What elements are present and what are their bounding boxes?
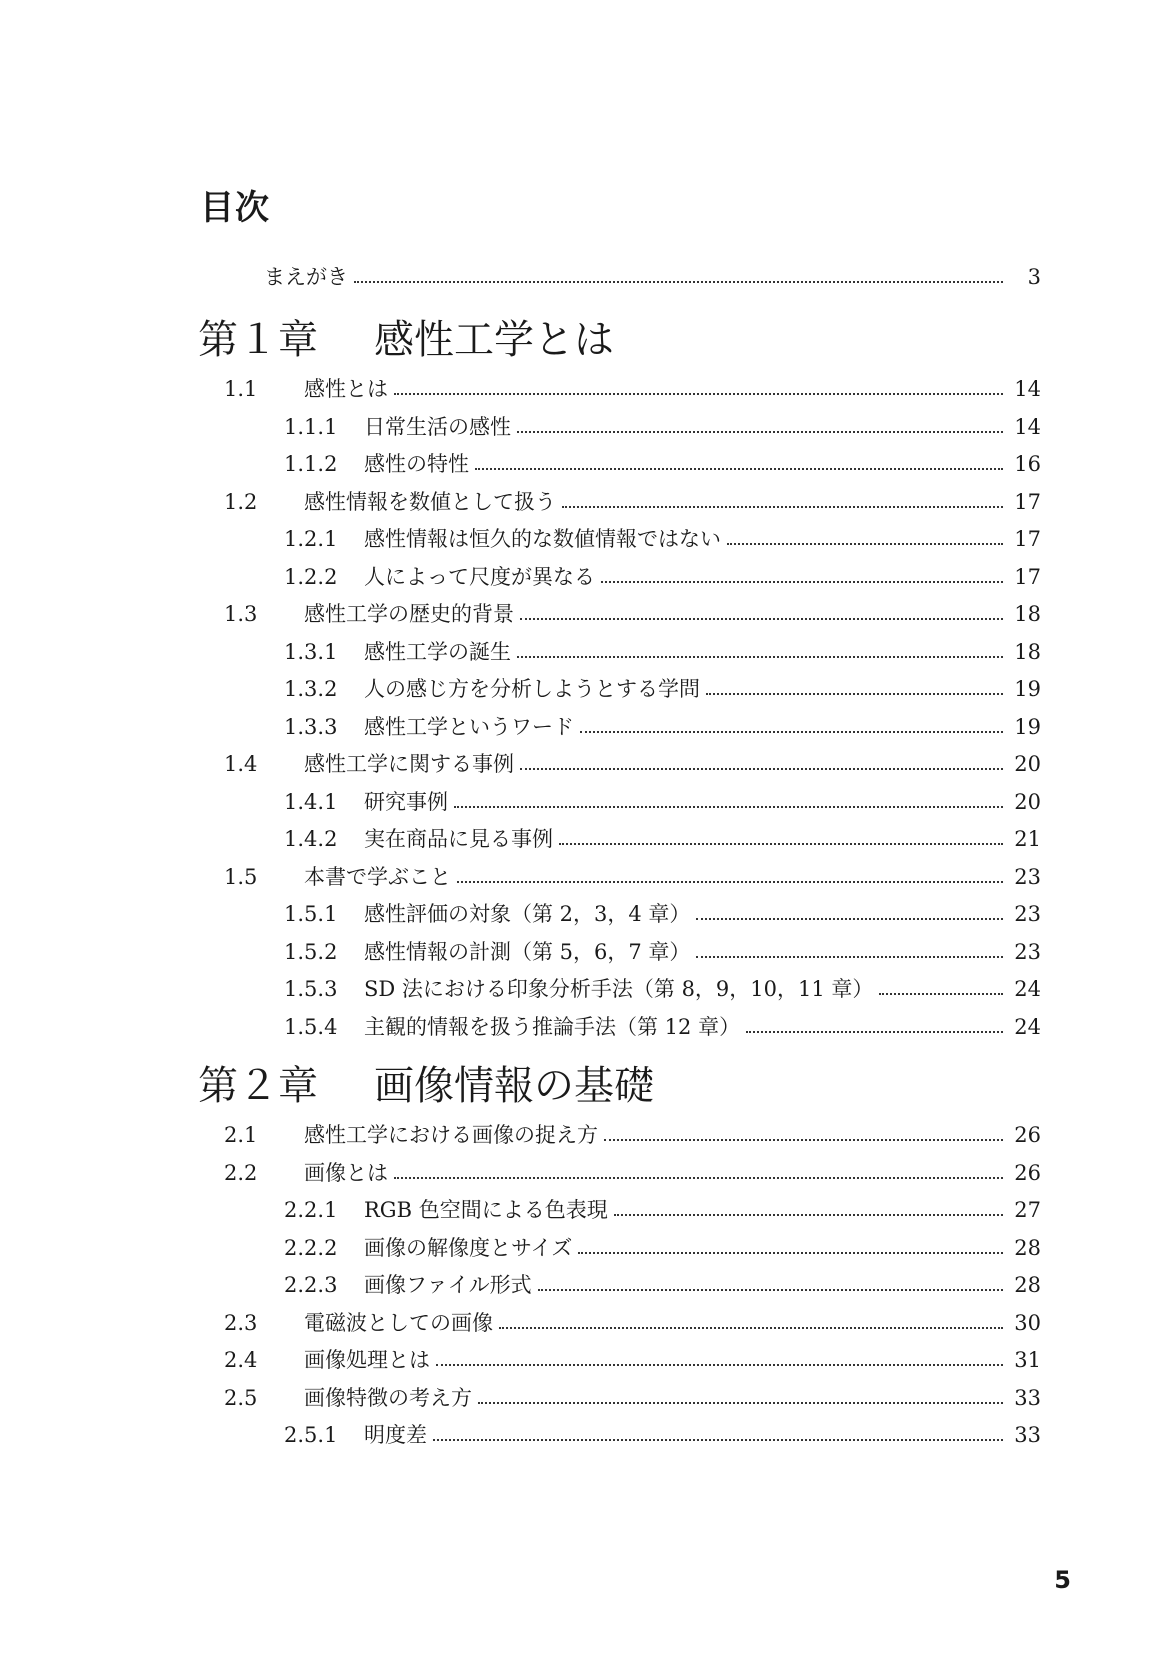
- section-number: 1.3.2: [284, 677, 338, 701]
- section-number: 1.4.1: [284, 789, 338, 814]
- toc-page-number: 16: [1014, 452, 1041, 476]
- dot-leader: [604, 1139, 1003, 1141]
- section-number: 1.4.2: [284, 827, 338, 851]
- section-number: 1.1: [224, 377, 258, 401]
- toc-row[interactable]: [224, 1144, 1041, 1185]
- toc-page-number: 14: [1014, 377, 1041, 401]
- toc-label: 画像ファイル形式: [364, 1273, 532, 1297]
- section-number: 2.5.1: [284, 1423, 338, 1447]
- section-number: 2.5: [224, 1385, 258, 1410]
- dot-leader: [517, 431, 1003, 433]
- toc-row[interactable]: [224, 1369, 1041, 1410]
- toc-label: 感性評価の対象（第 2，3，4 章）: [364, 902, 691, 926]
- chapter-title: 画像情報の基礎: [374, 1063, 654, 1109]
- section-number: 2.3: [224, 1310, 258, 1335]
- toc-label: 人によって尺度が異なる: [364, 564, 595, 589]
- toc-label: 感性情報を数値として扱う: [304, 489, 556, 514]
- toc-row[interactable]: [224, 585, 1041, 626]
- toc-page-number: 30: [1014, 1310, 1041, 1335]
- toc-page-number: 24: [1014, 977, 1041, 1001]
- dot-leader: [559, 843, 1003, 845]
- section-number: 2.2.1: [284, 1198, 338, 1222]
- toc-page-number: 23: [1014, 902, 1041, 926]
- toc-row[interactable]: [284, 923, 1041, 964]
- section-number: 1.1.2: [284, 452, 338, 476]
- toc-row[interactable]: [284, 398, 1041, 439]
- toc-label: 感性工学に関する事例: [304, 752, 514, 776]
- toc-page-number: 20: [1014, 752, 1041, 776]
- section-number: 2.2.2: [284, 1235, 338, 1260]
- toc-label: RGB 色空間による色表現: [364, 1198, 608, 1222]
- dot-leader: [562, 506, 1003, 508]
- toc-page-number: 14: [1014, 414, 1041, 439]
- dot-leader: [394, 1177, 1003, 1179]
- toc-row[interactable]: [284, 1256, 1041, 1297]
- dot-leader: [433, 1439, 1003, 1441]
- toc-label: 人の感じ方を分析しようとする学問: [364, 677, 700, 701]
- dot-leader: [879, 993, 1003, 995]
- dot-leader: [696, 956, 1003, 958]
- toc-row[interactable]: [284, 660, 1041, 701]
- section-number: 1.5.1: [284, 902, 338, 926]
- section-number: 2.2.3: [284, 1273, 338, 1297]
- toc-page-number: 33: [1014, 1385, 1041, 1410]
- dot-leader: [578, 1252, 1003, 1254]
- toc-row[interactable]: [224, 1294, 1041, 1335]
- section-number: 2.1: [224, 1123, 258, 1147]
- dot-leader: [538, 1289, 1003, 1291]
- dot-leader: [746, 1031, 1003, 1033]
- toc-label: 主観的情報を扱う推論手法（第 12 章）: [364, 1014, 741, 1039]
- toc-label: 感性工学というワード: [364, 714, 574, 739]
- toc-row[interactable]: [284, 810, 1041, 851]
- dot-leader: [354, 281, 1003, 283]
- toc-label: まえがき: [264, 265, 348, 289]
- section-number: 1.3.3: [284, 714, 338, 739]
- dot-leader: [727, 543, 1003, 545]
- toc-page-number: 26: [1014, 1160, 1041, 1185]
- toc-label: 画像処理とは: [304, 1348, 430, 1372]
- dot-leader: [499, 1327, 1003, 1329]
- section-number: 1.5.4: [284, 1014, 338, 1039]
- toc-label: 実在商品に見る事例: [364, 827, 553, 851]
- toc-page-number: 21: [1014, 827, 1041, 851]
- toc-page-number: 31: [1014, 1348, 1041, 1372]
- toc-row[interactable]: [284, 1219, 1041, 1260]
- section-number: 1.3.1: [284, 639, 338, 664]
- dot-leader: [580, 731, 1003, 733]
- toc-label: 本書で学ぶこと: [304, 864, 451, 889]
- toc-page-number: 33: [1014, 1423, 1041, 1447]
- chapter-number: 第１章: [198, 317, 318, 363]
- dot-leader: [478, 1402, 1003, 1404]
- toc-label: 画像とは: [304, 1160, 388, 1185]
- dot-leader: [517, 656, 1003, 658]
- toc-row[interactable]: [284, 510, 1041, 551]
- chapter-heading[interactable]: [198, 317, 614, 363]
- toc-label: 感性工学の歴史的背景: [304, 602, 514, 626]
- dot-leader: [475, 468, 1003, 470]
- section-number: 1.2.1: [284, 527, 338, 551]
- toc-page-number: 20: [1014, 789, 1041, 814]
- toc-row[interactable]: [284, 435, 1041, 476]
- toc-page-number: 23: [1014, 939, 1041, 964]
- toc-row[interactable]: [284, 885, 1041, 926]
- toc-page-number: 17: [1014, 489, 1041, 514]
- dot-leader: [614, 1214, 1003, 1216]
- chapter-number: 第２章: [198, 1063, 318, 1109]
- toc-page-number: 3: [1027, 265, 1041, 289]
- toc-row[interactable]: [284, 698, 1041, 739]
- toc-label: 感性情報は恒久的な数値情報ではない: [364, 527, 721, 551]
- toc-label: SD 法における印象分析手法（第 8，9，10，11 章）: [364, 977, 874, 1001]
- toc-page-number: 19: [1014, 677, 1041, 701]
- toc-row[interactable]: [284, 773, 1041, 814]
- toc-label: 画像特徴の考え方: [304, 1385, 472, 1410]
- toc-page-number: 24: [1014, 1014, 1041, 1039]
- toc-row[interactable]: [284, 998, 1041, 1039]
- toc-page-number: 18: [1014, 639, 1041, 664]
- chapter-title: 感性工学とは: [374, 317, 614, 363]
- dot-leader: [601, 581, 1003, 583]
- section-number: 1.5: [224, 864, 258, 889]
- toc-row[interactable]: [224, 735, 1041, 776]
- toc-row[interactable]: [284, 960, 1041, 1001]
- section-number: 1.5.3: [284, 977, 338, 1001]
- section-number: 1.4: [224, 752, 258, 776]
- page-number: 5: [1054, 1566, 1071, 1594]
- toc-row[interactable]: [284, 1181, 1041, 1222]
- dot-leader: [436, 1364, 1003, 1366]
- toc-row[interactable]: [224, 473, 1041, 514]
- section-number: 1.3: [224, 602, 258, 626]
- toc-page-number: 18: [1014, 602, 1041, 626]
- toc-page-number: 19: [1014, 714, 1041, 739]
- section-number: 2.2: [224, 1160, 258, 1185]
- toc-row[interactable]: [284, 1406, 1041, 1447]
- toc-page-number: 17: [1014, 527, 1041, 551]
- toc-page-number: 27: [1014, 1198, 1041, 1222]
- toc-page-number: 28: [1014, 1235, 1041, 1260]
- section-number: 1.1.1: [284, 414, 338, 439]
- section-number: 1.2: [224, 489, 258, 514]
- toc-page-number: 17: [1014, 564, 1041, 589]
- toc-row[interactable]: [224, 360, 1041, 401]
- page-title: 目次: [200, 188, 270, 228]
- toc-label: 画像の解像度とサイズ: [364, 1235, 573, 1260]
- dot-leader: [457, 881, 1003, 883]
- toc-page-number: 23: [1014, 864, 1041, 889]
- section-number: 2.4: [224, 1348, 258, 1372]
- toc-label: 感性の特性: [364, 452, 469, 476]
- toc-row[interactable]: [224, 1331, 1041, 1372]
- section-number: 1.5.2: [284, 939, 338, 964]
- chapter-heading[interactable]: [198, 1063, 654, 1109]
- toc-label: 明度差: [364, 1423, 427, 1447]
- toc-label: 感性工学における画像の捉え方: [304, 1123, 598, 1147]
- toc-row[interactable]: [284, 623, 1041, 664]
- toc-row[interactable]: [224, 1106, 1041, 1147]
- section-number: 1.2.2: [284, 564, 338, 589]
- toc-row-preface[interactable]: [264, 248, 1041, 288]
- toc-label: 感性工学の誕生: [364, 639, 511, 664]
- dot-leader: [696, 918, 1003, 920]
- toc-row[interactable]: [284, 548, 1041, 589]
- toc-label: 研究事例: [364, 789, 448, 814]
- dot-leader: [706, 693, 1003, 695]
- toc-row[interactable]: [224, 848, 1041, 889]
- dot-leader: [394, 393, 1003, 395]
- toc-page-number: 28: [1014, 1273, 1041, 1297]
- dot-leader: [454, 806, 1003, 808]
- toc-page-number: 26: [1014, 1123, 1041, 1147]
- toc-label: 感性情報の計測（第 5，6，7 章）: [364, 939, 691, 964]
- dot-leader: [520, 768, 1003, 770]
- toc-label: 感性とは: [304, 377, 388, 401]
- toc-label: 日常生活の感性: [364, 414, 511, 439]
- toc-label: 電磁波としての画像: [304, 1310, 493, 1335]
- dot-leader: [520, 618, 1003, 620]
